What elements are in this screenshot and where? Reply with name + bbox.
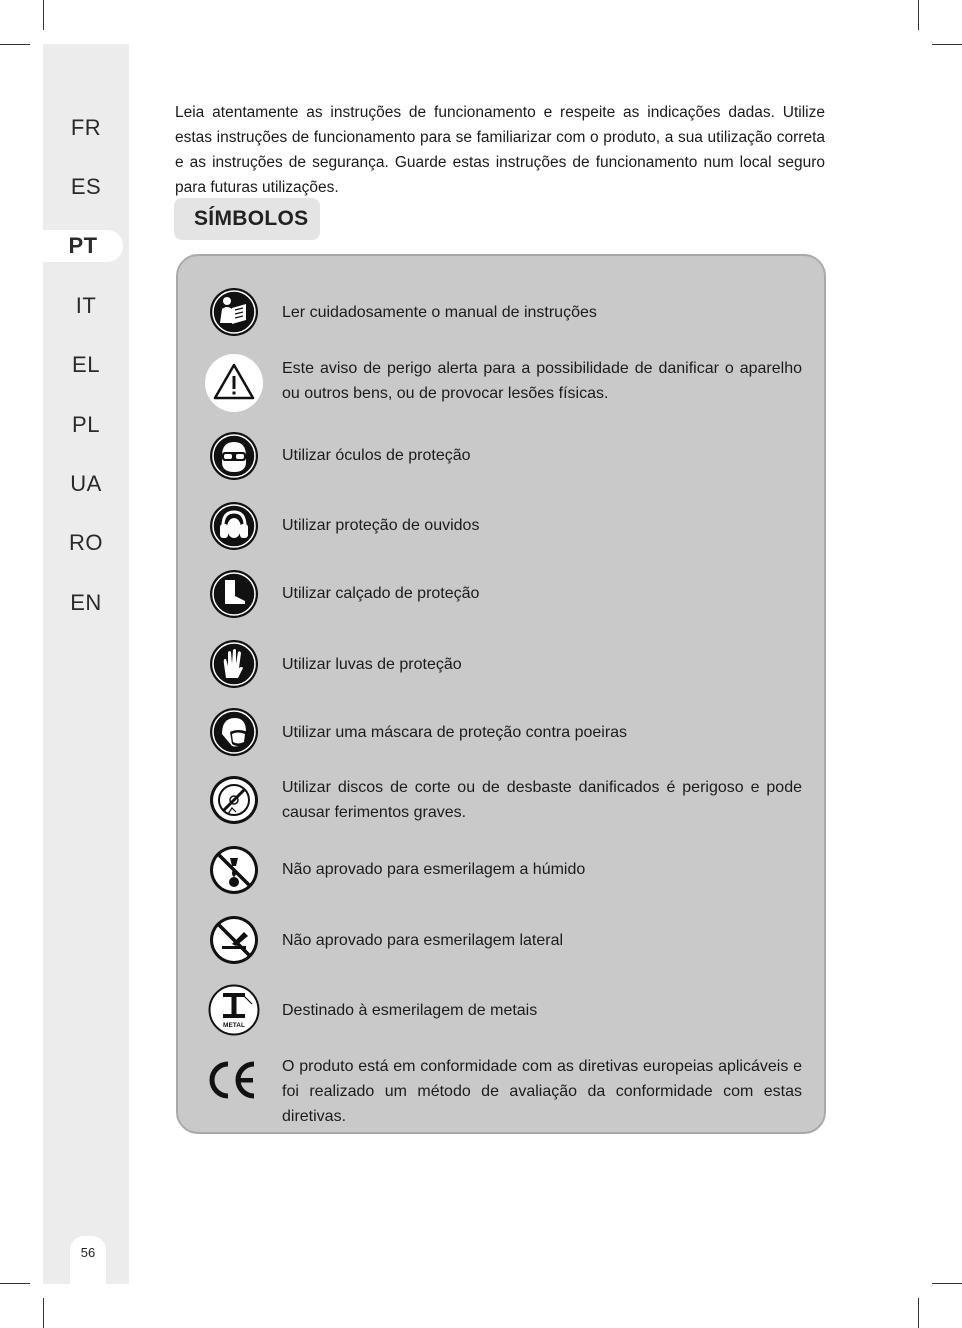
crop-mark xyxy=(43,1298,44,1328)
lang-tab-es[interactable]: ES xyxy=(70,174,102,199)
intro-paragraph: Leia atentamente as instruções de funcionamento e respeite as indicações dadas. Utilize estas instruções de funcionamento para se familiarizar com o produto, a sua utilização correta e as instruções de segurança. Guarde estas instruções de funcionamento num local seguro para futuras utilizações. xyxy=(175,104,825,196)
crop-mark xyxy=(932,44,962,45)
safety-goggles-icon xyxy=(208,430,260,482)
symbol-text: Utilizar discos de corte ou de desbaste danificados é perigoso e pode causar ferimentos graves. xyxy=(282,779,802,821)
section-title-badge xyxy=(174,198,320,240)
symbol-text: Utilizar proteção de ouvidos xyxy=(282,517,480,534)
symbol-text: Utilizar óculos de proteção xyxy=(282,447,471,464)
ce-mark-icon xyxy=(204,1054,260,1106)
lang-tab-fr[interactable]: FR xyxy=(70,115,102,140)
lang-tab-pt-active[interactable]: PT xyxy=(43,230,123,262)
lang-tab-pl[interactable]: PL xyxy=(72,412,100,437)
symbol-text: O produto está em conformidade com as diretivas europeias aplicáveis e foi realizado um método de avaliação da conformidade com estas diretivas. xyxy=(282,1058,802,1125)
crop-mark xyxy=(918,0,919,30)
no-side-grinding-icon xyxy=(208,914,260,966)
lang-tab-ro[interactable]: RO xyxy=(69,530,103,555)
symbol-text: Utilizar luvas de proteção xyxy=(282,656,462,673)
metal-icon xyxy=(208,984,260,1036)
symbol-text: Não aprovado para esmerilagem a húmido xyxy=(282,861,586,878)
crop-mark xyxy=(43,0,44,30)
symbol-text: Não aprovado para esmerilagem lateral xyxy=(282,932,564,949)
symbol-text: Este aviso de perigo alerta para a possibilidade de danificar o aparelho ou outros bens, ou de provocar lesões físicas. xyxy=(282,360,802,402)
page-number: 56 xyxy=(70,1236,106,1284)
warning-triangle-icon xyxy=(204,353,264,413)
symbol-text: Utilizar uma máscara de proteção contra poeiras xyxy=(282,724,628,741)
lang-tab-el[interactable]: EL xyxy=(72,352,100,377)
crop-mark xyxy=(932,1283,962,1284)
crop-mark xyxy=(0,44,30,45)
symbol-text: Utilizar calçado de proteção xyxy=(282,585,480,602)
lang-tab-en[interactable]: EN xyxy=(70,590,102,615)
read-manual-icon xyxy=(208,286,260,338)
symbol-text: Destinado à esmerilagem de metais xyxy=(282,1002,538,1019)
gloves-icon xyxy=(208,638,260,690)
symbols-panel xyxy=(176,254,826,1134)
safety-boots-icon xyxy=(208,568,260,620)
ear-protection-icon xyxy=(208,500,260,552)
dust-mask-icon xyxy=(208,706,260,758)
lang-tab-it[interactable]: IT xyxy=(75,293,97,318)
crop-mark xyxy=(918,1298,919,1328)
metal-icon-label: METAL xyxy=(223,1022,245,1029)
lang-tab-ua[interactable]: UA xyxy=(70,471,102,496)
section-title: SÍMBOLOS xyxy=(194,207,309,230)
no-wet-grinding-icon xyxy=(208,844,260,896)
crop-mark xyxy=(0,1283,30,1284)
symbol-text: Ler cuidadosamente o manual de instruções xyxy=(282,304,597,321)
damaged-disc-icon xyxy=(208,774,260,826)
